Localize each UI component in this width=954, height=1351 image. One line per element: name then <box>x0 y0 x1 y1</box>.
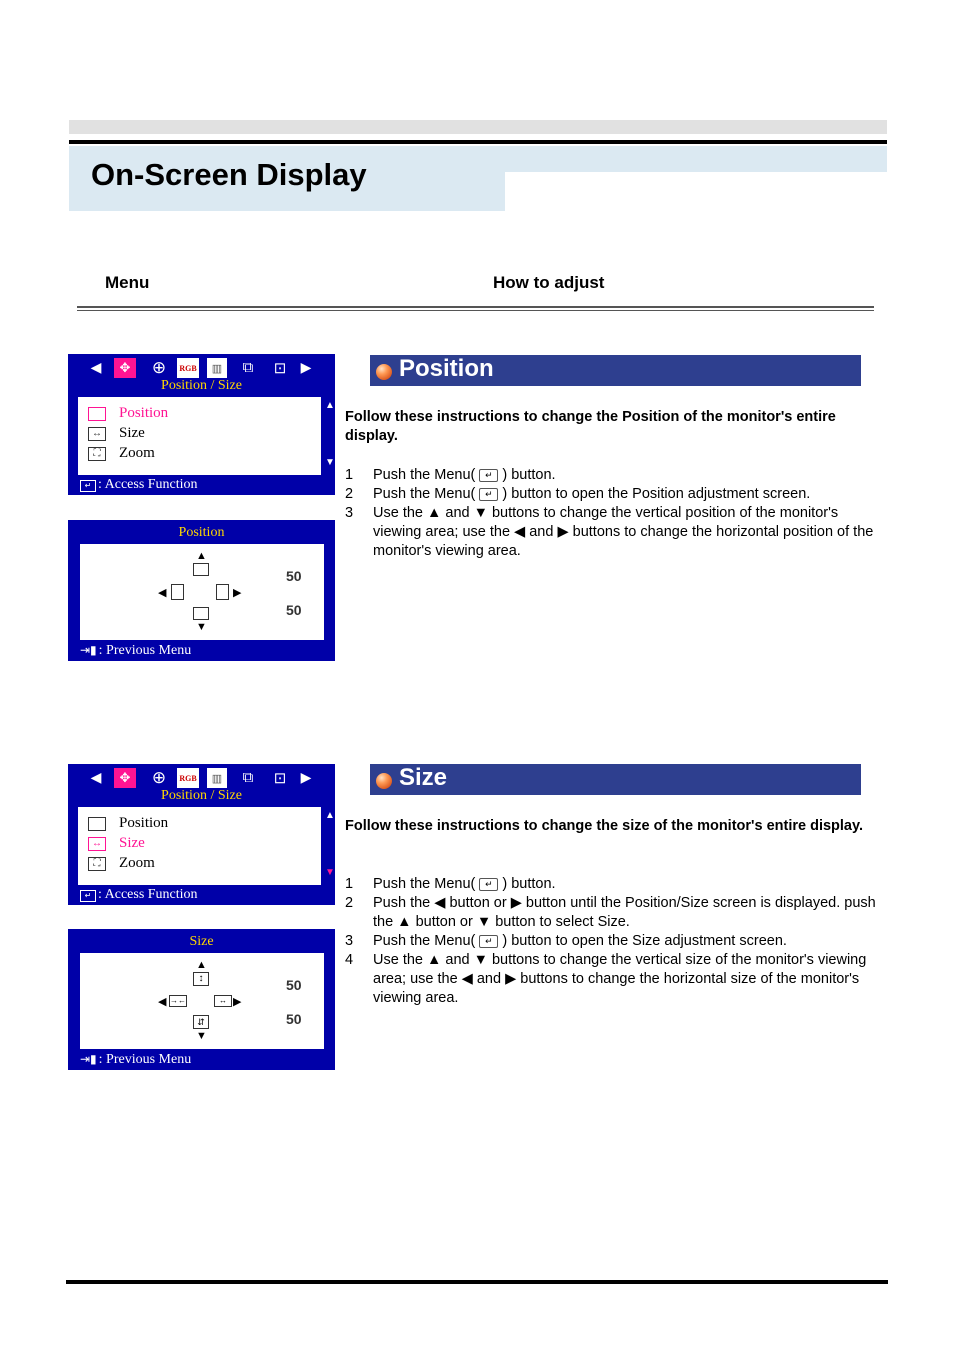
exit-icon: ⇥▮ <box>80 643 97 657</box>
osd-adjust-area <box>80 953 324 1049</box>
section-intro: Follow these instructions to change the size of the monitor's entire display. <box>345 818 863 834</box>
right-arrow-icon: ▶ <box>300 360 312 376</box>
scroll-up-icon: ▲ <box>325 400 335 411</box>
osd-footer: ⇥▮ : Previous Menu <box>80 643 192 658</box>
vertical-value: 50 <box>286 568 302 584</box>
scroll-down-icon: ▼ <box>325 867 335 878</box>
position-steps <box>345 466 890 561</box>
color-bars-icon: ▥ <box>207 768 227 788</box>
step: 3 Use the ▲ and ▼ buttons to change the vertical position of the monitor's viewing area; use the ◀ and ▶ buttons to change the horizontal position of the monitor's viewing area. <box>345 505 874 559</box>
screen-right-icon <box>216 584 229 600</box>
column-header-menu: Menu <box>105 273 150 292</box>
zoom-item-icon: ⛶ <box>88 857 106 871</box>
position-size-icon: ✥ <box>114 358 136 378</box>
screen-up-icon <box>193 563 209 576</box>
osd-adjust-panel <box>68 520 335 661</box>
osd-menu-list <box>78 807 321 885</box>
windows-icon: ⧉ <box>242 360 254 376</box>
step: 2 Push the ◀ button or ▶ button until the Position/Size screen is displayed. push the ▲ button or ▼ button to select Size. <box>345 895 876 930</box>
section-bar-size <box>370 764 861 795</box>
expand-width-icon: ↔ <box>214 995 232 1007</box>
step: 1 Push the Menu( ↵ ) button. <box>345 876 556 892</box>
shrink-height-icon: ⇵ <box>193 1015 209 1029</box>
osd-menu-list <box>78 397 321 475</box>
screen-down-icon <box>193 607 209 620</box>
osd-footer: ↵ : Access Function <box>80 887 198 903</box>
display-icon: ⊡ <box>273 770 287 787</box>
left-arrow-icon: ◀ <box>90 770 102 786</box>
osd-menu-title: Position / Size <box>161 788 242 803</box>
vertical-size-icon: ↕ <box>193 972 209 986</box>
osd-item-position: Position <box>88 405 168 422</box>
horizontal-value: 50 <box>286 1011 302 1027</box>
right-arrow-icon: ▶ <box>233 587 242 599</box>
osd-item-size: ↔ Size <box>88 425 145 442</box>
up-arrow-icon: ▲ <box>196 550 207 562</box>
bullet-ball-icon <box>376 364 392 380</box>
menu-enter-icon: ↵ <box>479 935 498 948</box>
rgb-icon: RGB <box>177 358 199 378</box>
osd-adjust-title: Position <box>178 525 225 540</box>
down-arrow-icon: ▼ <box>196 1030 207 1042</box>
screen-left-icon <box>171 584 184 600</box>
step: 3 Push the Menu( ↵ ) button to open the Size adjustment screen. <box>345 933 787 949</box>
osd-footer: ⇥▮ : Previous Menu <box>80 1052 192 1067</box>
step: 1 Push the Menu( ↵ ) button. <box>345 467 556 483</box>
color-bars-icon: ▥ <box>207 358 227 378</box>
right-arrow-icon: ▶ <box>233 996 242 1008</box>
enter-icon: ↵ <box>80 890 96 902</box>
osd-item-size: ↔ Size <box>88 835 145 852</box>
rgb-icon: RGB <box>177 768 199 788</box>
vertical-value: 50 <box>286 977 302 993</box>
osd-menu-panel <box>68 354 335 495</box>
left-arrow-icon: ◀ <box>158 996 167 1008</box>
step: 2 Push the Menu( ↵ ) button to open the Position adjustment screen. <box>345 486 811 502</box>
menu-enter-icon: ↵ <box>479 488 498 501</box>
column-header-how-to: How to adjust <box>493 273 605 292</box>
page-title: On-Screen Display <box>91 157 367 192</box>
osd-item-zoom: ⛶ Zoom <box>88 445 155 462</box>
header-notch <box>505 172 525 192</box>
section-title: Size <box>399 764 448 791</box>
left-arrow-icon: ◀ <box>90 360 102 376</box>
size-item-icon: ↔ <box>88 837 106 851</box>
windows-icon: ⧉ <box>242 770 254 786</box>
header-rule <box>69 140 887 144</box>
header-band-right <box>505 146 887 172</box>
geometry-icon: ⊕ <box>151 358 167 377</box>
section-intro: Follow these instructions to change the Position of the monitor's entire display. <box>345 409 836 444</box>
up-arrow-icon: ▲ <box>196 959 207 971</box>
bullet-ball-icon <box>376 773 392 789</box>
position-item-icon <box>88 817 106 831</box>
horizontal-value: 50 <box>286 602 302 618</box>
osd-adjust-panel <box>68 929 335 1070</box>
shrink-width-icon: →← <box>170 996 186 1005</box>
left-arrow-icon: ◀ <box>158 587 167 599</box>
osd-adjust-area <box>80 544 324 640</box>
menu-enter-icon: ↵ <box>479 469 498 482</box>
step: 4 Use the ▲ and ▼ buttons to change the vertical size of the monitor's viewing area; use the ◀ and ▶ buttons to change the horizontal size of the monitor's viewing area. <box>345 952 867 1006</box>
divider <box>77 310 874 311</box>
osd-item-position: Position <box>88 815 168 832</box>
menu-enter-icon: ↵ <box>479 878 498 891</box>
divider <box>77 306 874 308</box>
position-item-icon <box>88 407 106 421</box>
size-steps <box>345 875 890 1008</box>
osd-adjust-title: Size <box>189 934 214 949</box>
osd-item-zoom: ⛶ Zoom <box>88 855 155 872</box>
osd-menu-panel <box>68 764 335 905</box>
right-arrow-icon: ▶ <box>300 770 312 786</box>
position-size-icon: ✥ <box>114 768 136 788</box>
scroll-down-icon: ▼ <box>325 457 335 468</box>
zoom-item-icon: ⛶ <box>88 447 106 461</box>
section-title: Position <box>399 355 494 382</box>
geometry-icon: ⊕ <box>151 768 167 787</box>
section-bar-position <box>370 355 861 386</box>
display-icon: ⊡ <box>273 360 287 377</box>
exit-icon: ⇥▮ <box>80 1052 97 1066</box>
down-arrow-icon: ▼ <box>196 621 207 633</box>
size-item-icon: ↔ <box>88 427 106 441</box>
top-gray-bar <box>69 120 887 134</box>
osd-footer: ↵ : Access Function <box>80 477 198 493</box>
footer-rule <box>66 1280 888 1284</box>
scroll-up-icon: ▲ <box>325 810 335 821</box>
osd-menu-title: Position / Size <box>161 378 242 393</box>
enter-icon: ↵ <box>80 480 96 492</box>
